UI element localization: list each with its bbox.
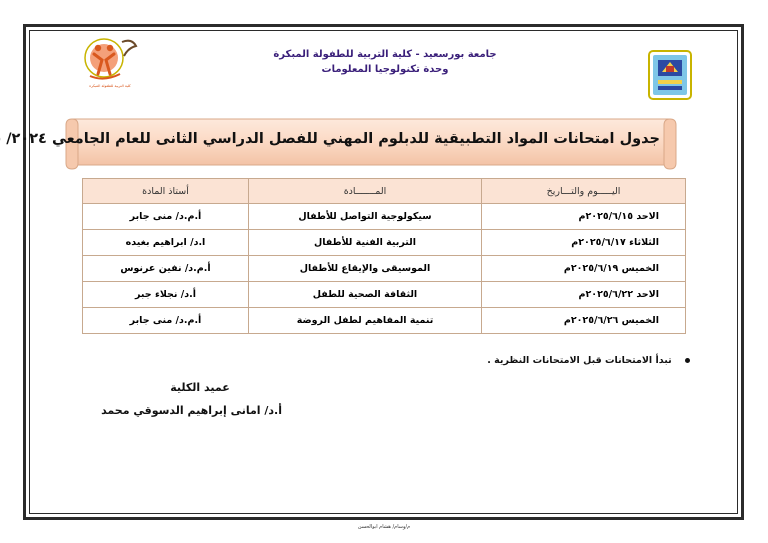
row-subject: الثقافة الصحية للطفل <box>249 282 482 308</box>
exam-note-text: تبدأ الامتحانات قبل الامتحانات النظرية . <box>487 355 672 366</box>
exam-note <box>487 355 690 366</box>
dean-title: عميد الكلية <box>170 381 230 394</box>
header-university: جامعة بورسعيد - كلية التربية للطفولة المبكرة <box>273 49 497 60</box>
faculty-logo-caption: كلية التربية للطفولة المبكرة <box>89 84 131 88</box>
faculty-logo-icon <box>80 34 142 90</box>
table-row <box>83 308 686 334</box>
row-teacher: ا.د/ ابراهيم بغيده <box>83 230 249 256</box>
exam-schedule-table <box>82 178 686 334</box>
row-subject: التربية الفنية للأطفال <box>249 230 482 256</box>
row-date: الثلاثاء ٢٠٢٥/٦/١٧م <box>482 230 686 256</box>
header-unit: وحدة تكنولوجيا المعلومات <box>321 64 449 75</box>
header-teacher: أستاذ المادة <box>83 179 249 204</box>
university-emblem-icon <box>648 50 692 100</box>
page-title: جدول امتحانات المواد التطبيقية للدبلوم المهني للفصل الدراسي الثانى للعام الجامعي ٢٠٢٤/ <box>6 131 660 147</box>
row-date: الخميس ٢٠٢٥/٦/١٩م <box>482 256 686 282</box>
header <box>180 48 590 78</box>
table-row <box>83 256 686 282</box>
row-subject: الموسيقى والإيقاع للأطفال <box>249 256 482 282</box>
row-date: الخميس ٢٠٢٥/٦/٢٦م <box>482 308 686 334</box>
row-subject: تنمية المفاهيم لطفل الروضة <box>249 308 482 334</box>
table-header-row <box>83 179 686 204</box>
table-row <box>83 230 686 256</box>
row-teacher: أ.م.د/ منى جابر <box>83 308 249 334</box>
dean-name: أ.د/ امانى إبراهيم الدسوقي محمد <box>101 404 282 417</box>
row-teacher: أ.م.د/ نفين عرنوس <box>83 256 249 282</box>
row-teacher: أ.م.د/ منى جابر <box>83 204 249 230</box>
table-row <box>83 204 686 230</box>
header-date: اليـــــوم والتـــاريخ <box>482 179 686 204</box>
row-date: الاحد ٢٠٢٥/٦/١٥م <box>482 204 686 230</box>
row-date: الاحد ٢٠٢٥/٦/٢٢م <box>482 282 686 308</box>
row-teacher: أ.د/ نجلاء جبر <box>83 282 249 308</box>
table-row <box>83 282 686 308</box>
footer-credit: م/وسام/ هشام ابوالحسن <box>357 524 411 530</box>
row-subject: سيكولوجية التواصل للأطفال <box>249 204 482 230</box>
header-subject: المـــــــادة <box>249 179 482 204</box>
bullet-icon <box>685 358 690 363</box>
